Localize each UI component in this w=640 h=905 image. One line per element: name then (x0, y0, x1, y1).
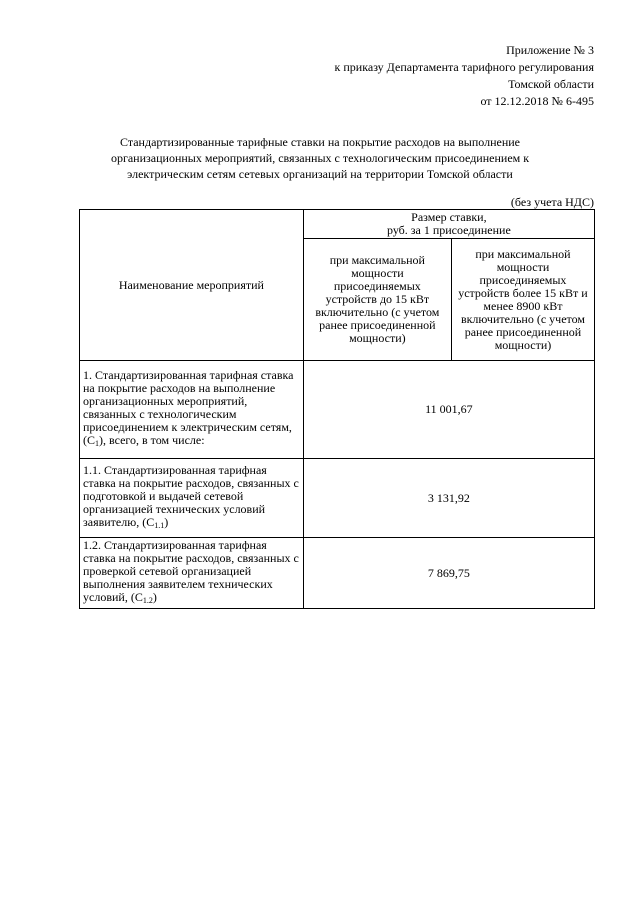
header-rate-group-line-2: руб. за 1 присоединение (386, 223, 511, 237)
row-1-2-value: 7 869,75 (303, 538, 594, 609)
table-row (80, 361, 595, 459)
table-row (80, 538, 595, 609)
header-rate-group-line-1: Размер ставки, (411, 210, 487, 224)
table-header-row (80, 210, 595, 239)
appendix-number: Приложение № 3 (506, 43, 594, 57)
title-line-3: электрическим сетям сетевых организаций на территории Томской области (127, 167, 513, 181)
header-15-to-8900kw: при максимальной мощности присоединяемых устройств более 15 кВт и менее 8900 кВт включительно (с учетом ранее присоединенной мощности) (451, 239, 594, 361)
appendix-date: от 12.12.2018 № 6-495 (480, 94, 594, 108)
table-row (80, 459, 595, 538)
title-line-1: Стандартизированные тарифные ставки на покрытие расходов на выполнение (119, 135, 520, 149)
rates-table (79, 209, 595, 609)
header-name-column: Наименование мероприятий (80, 210, 304, 361)
vat-note: (без учета НДС) (510, 195, 594, 209)
row-1-1-name: 1.1. Стандартизированная тарифная ставка на покрытие расходов, связанных с подготовкой и выдачей сетевой организацией технических условий заявителю, $(С_{1.1})$ (80, 459, 304, 538)
document-title (92, 134, 548, 182)
appendix-order-ref: к приказу Департамента тарифного регулирования (334, 60, 594, 74)
row-1-2-name: 1.2. Стандартизированная тарифная ставка на покрытие расходов, связанных с проверкой сетевой организацией выполнения заявителем технических условий, $(С_{1.2})$ (80, 538, 304, 609)
row-1-name: 1. Стандартизированная тарифная ставка на покрытие расходов на выполнение организационных мероприятий, связанных с технологическим присоединением к электрическим сетям, $(С_1)$, всего, в том числе: (80, 361, 304, 459)
row-1-value: 11 001,67 (303, 361, 594, 459)
header-rate-group (303, 210, 594, 239)
title-line-2: организационных мероприятий, связанных с технологическим присоединением к (110, 151, 530, 165)
appendix-header (264, 42, 594, 110)
appendix-region: Томской области (508, 77, 594, 91)
row-1-1-value: 3 131,92 (303, 459, 594, 538)
header-up-to-15kw: при максимальной мощности присоединяемых устройств до 15 кВт включительно (с учетом ранее присоединенной мощности) (303, 239, 451, 361)
